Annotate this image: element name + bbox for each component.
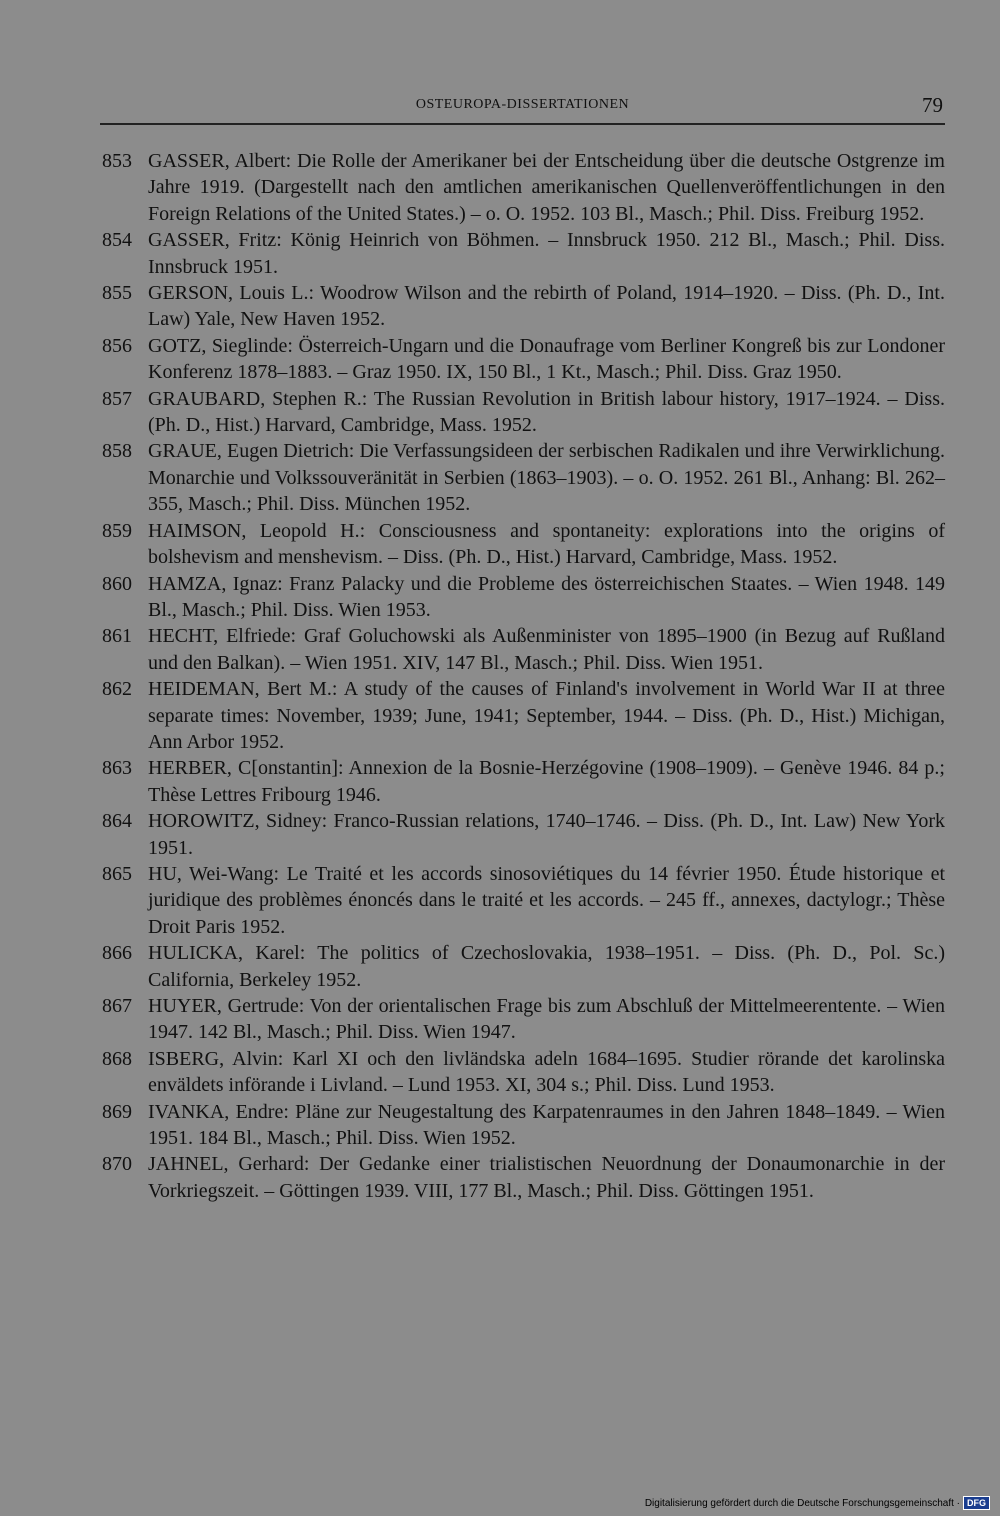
bibliography-entry [100,333,945,386]
entry-number: 869 [102,1100,132,1123]
entry-number: 866 [102,942,132,965]
entry-number: 868 [102,1047,132,1070]
entry-number: 855 [102,282,132,305]
entry-number: 864 [102,810,132,833]
entry-text: HUYER, Gertrude: Von der orientalischen Frage bis zum Abschluß der Mittelmeerentente. – Wien 1947. 142 Bl., Masch.; Phil. Diss. Wien 1947. [148,995,945,1044]
bibliography-entry [100,386,945,439]
credit-text: Digitalisierung gefördert durch die Deutsche Forschungsgemeinschaft · [644,1497,960,1509]
entry-text: HERBER, C[onstantin]: Annexion de la Bosnie-Herzégovine (1908–1909). – Genève 1946. 84 p.; Thèse Lettres Fribourg 1946. [148,757,945,806]
entry-number: 863 [102,757,132,780]
running-title: OSTEUROPA-DISSERTATIONEN [415,97,630,112]
entry-number: 853 [102,150,132,172]
bibliography-entry [100,623,945,676]
entry-text: JAHNEL, Gerhard: Der Gedanke einer trialistischen Neuordnung der Donaumonarchie in der Vorkriegszeit. – Göttingen 1939. VIII, 177 Bl., Masch.; Phil. Diss. Göttingen 1951. [148,1153,945,1202]
entry-number: 858 [102,440,132,463]
entry-text: ISBERG, Alvin: Karl XI och den livländska adeln 1684–1695. Studier rörande det karolinska enväldets införande i Livland. – Lund 1953. XI, 304 s.; Phil. Diss. Lund 1953. [148,1047,945,1097]
bibliography-list [100,148,945,1204]
entry-number: 870 [102,1153,132,1176]
entry-number: 860 [102,572,132,595]
entry-text: GERSON, Louis L.: Woodrow Wilson and the rebirth of Poland, 1914–1920. – Diss. (Ph. D., Int. Law) Yale, New Haven 1952. [148,282,945,331]
entry-number: 857 [102,387,132,410]
bibliography-entry [100,280,945,333]
entry-text: GRAUE, Eugen Dietrich: Die Verfassungsideen der serbischen Radikalen und ihre Verwirklichung. Monarchie und Volkssouveränität in Serbien (1863–1903). – o. O. 1952. 261 Bl., Anhang: Bl. 262–355, Masch.; Phil. Diss. München 1952. [148,440,945,516]
bibliography-entry [100,1151,945,1204]
bibliography-entry [100,148,945,227]
entry-text: HU, Wei-Wang: Le Traité et les accords sinosoviétiques du 14 février 1950. Étude historique et juridique des problèmes énoncés dans le traité et les accords. – 245 ff., annexes, dactylogr.; Thèse Droit Paris 1952. [148,862,945,938]
bibliography-entry [100,571,945,624]
bibliography-entry [100,1099,945,1152]
page-number: 79 [922,93,943,117]
bibliography-entry [100,940,945,993]
digitization-credit [645,1496,990,1510]
entry-text: HOROWITZ, Sidney: Franco-Russian relations, 1740–1746. – Diss. (Ph. D., Int. Law) New York 1951. [148,810,945,859]
entry-text: HEIDEMAN, Bert M.: A study of the causes of Finland's involvement in World War II at three separate times: November, 1939; June, 1941; September, 1944. – Diss. (Ph. D., Hist.) Michigan, Ann Arbor 1952. [148,678,945,753]
entry-text: HAIMSON, Leopold H.: Consciousness and spontaneity: explorations into the origins of bolshevism and menshevism. – Diss. (Ph. D., Hist.) Harvard, Cambridge, Mass. 1952. [148,519,945,569]
entry-text: HULICKA, Karel: The politics of Czechoslovakia, 1938–1951. – Diss. (Ph. D., Pol. Sc.) California, Berkeley 1952. [148,942,945,991]
entry-number: 859 [102,519,132,542]
entry-number: 861 [102,625,132,648]
entry-text: IVANKA, Endre: Pläne zur Neugestaltung des Karpatenraumes in den Jahren 1848–1849. – Wien 1951. 184 Bl., Masch.; Phil. Diss. Wien 1952. [148,1100,945,1150]
bibliography-entry [100,676,945,755]
entry-number: 856 [102,334,132,357]
entry-text: GASSER, Fritz: König Heinrich von Böhmen. – Innsbruck 1950. 212 Bl., Masch.; Phil. Diss. Innsbruck 1951. [148,229,945,278]
bibliography-entry [100,993,945,1046]
entry-text: GOTZ, Sieglinde: Österreich-Ungarn und die Donaufrage vom Berliner Kongreß bis zur Londoner Konferenz 1878–1883. – Graz 1950. IX, 150 Bl., 1 Kt., Masch.; Phil. Diss. Graz 1950. [148,334,945,384]
entry-number: 865 [102,862,132,885]
entry-number: 854 [102,229,132,252]
bibliography-entry [100,227,945,280]
dfg-logo: DFG [963,1496,990,1510]
entry-text: HECHT, Elfriede: Graf Goluchowski als Außenminister von 1895–1900 (in Bezug auf Rußland und den Balkan). – Wien 1951. XIV, 147 Bl., Masch.; Phil. Diss. Wien 1951. [148,625,945,674]
entry-text: GASSER, Albert: Die Rolle der Amerikaner bei der Entscheidung über die deutsche Ostgrenze im Jahre 1919. (Dargestellt nach den amtlichen amerikanischen Quellenveröffentlichungen in den Foreign Relations of the United States.) – o. O. 1952. 103 Bl., Masch.; Phil. Diss. Freiburg 1952. [148,150,945,225]
bibliography-entry [100,438,945,517]
bibliography-entry [100,1046,945,1099]
bibliography-entry [100,518,945,571]
page-header [100,93,945,125]
bibliography-entry [100,861,945,940]
entry-number: 867 [102,995,132,1017]
entry-text: GRAUBARD, Stephen R.: The Russian Revolution in British labour history, 1917–1924. – Diss. (Ph. D., Hist.) Harvard, Cambridge, Mass. 1952. [148,387,945,437]
bibliography-entry [100,755,945,808]
entry-text: HAMZA, Ignaz: Franz Palacky und die Probleme des österreichischen Staates. – Wien 1948. 149 Bl., Masch.; Phil. Diss. Wien 1953. [148,572,945,621]
entry-number: 862 [102,678,132,701]
bibliography-entry [100,808,945,861]
